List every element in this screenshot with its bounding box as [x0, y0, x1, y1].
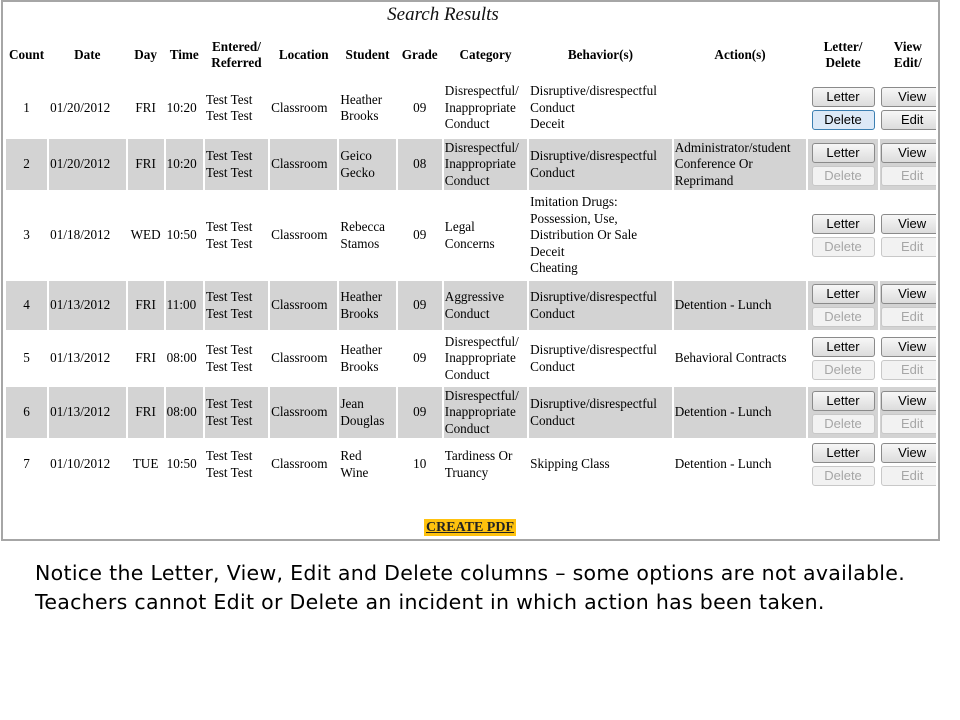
cell-line: Detention - Lunch [674, 404, 772, 420]
cell-line: Disrespectful/ [444, 333, 519, 349]
cell-entered [205, 79, 268, 137]
cell-grade: 09 [413, 227, 427, 243]
col-header-count: Count [8, 47, 45, 62]
cell-entered [205, 281, 268, 330]
cell-location: Classroom [271, 350, 328, 366]
cell-line: Test Test [205, 91, 253, 107]
cell-line: Test Test [205, 358, 253, 374]
cell-line: Conduct [444, 305, 490, 321]
cell-line: Disruptive/disrespectful [530, 83, 657, 99]
delete-button: Delete [812, 414, 875, 434]
view-button[interactable]: View [881, 214, 936, 234]
cell-actions [674, 79, 807, 137]
cell-date: 01/10/2012 [50, 456, 111, 472]
cell-date: 01/13/2012 [50, 350, 111, 366]
cell-line: Stamos [340, 235, 380, 251]
cell-category [444, 139, 527, 190]
cell-line: Possession, Use, [530, 210, 618, 226]
cell-line: Disruptive/disrespectful [530, 396, 657, 411]
cell-line: Conference Or [674, 156, 753, 172]
cell-count: 2 [6, 139, 47, 190]
cell-line: Imitation Drugs: [530, 194, 618, 210]
entered-line2: Referred [211, 55, 262, 70]
cell-student [339, 332, 395, 385]
cell-category [444, 440, 527, 489]
cell-time: 10:50 [166, 227, 197, 243]
cell-line: Conduct [530, 99, 575, 115]
cell-line: Aggressive [444, 289, 505, 304]
cell-grade: 08 [398, 139, 442, 190]
entered-line1: Entered/ [212, 39, 261, 54]
col-header-view-edit [880, 33, 936, 77]
letter-button[interactable]: Letter [812, 214, 875, 234]
cell-student [339, 440, 395, 489]
cell-letter-delete [808, 332, 877, 385]
cell-line: Disrespectful/ [444, 387, 519, 403]
cell-view-edit [880, 332, 936, 385]
cell-line: Test Test [205, 305, 253, 321]
cell-location: Classroom [271, 456, 328, 472]
caption-note: Notice the Letter, View, Edit and Delete columns – some options are not available. Teachers cannot Edit or Delete an incident in which action has been taken. [35, 561, 906, 614]
cell-view-edit [880, 79, 936, 137]
col-header-behaviors: Behavior(s) [567, 47, 634, 62]
cell-date: 01/18/2012 [50, 227, 111, 243]
edit-button: Edit [881, 360, 936, 380]
cell-date: 01/20/2012 [49, 139, 125, 190]
cell-line: Rebecca [340, 219, 386, 234]
delete-button: Delete [812, 307, 875, 327]
cell-student [339, 192, 395, 279]
cell-time: 08:00 [166, 387, 203, 438]
cell-location: Classroom [271, 227, 328, 243]
delete-button: Delete [812, 466, 875, 486]
cell-day: WED [130, 227, 161, 243]
cell-line: Concerns [444, 235, 495, 251]
cell-line: Red [340, 448, 362, 463]
cell-line: Detention - Lunch [674, 297, 772, 313]
table-row [6, 79, 936, 137]
cell-view-edit [880, 192, 936, 279]
cell-line: Deceit [530, 243, 565, 259]
cell-student [339, 281, 395, 330]
view-button[interactable]: View [881, 443, 936, 463]
col-header-letter-delete [808, 33, 877, 77]
cell-line: Gecko [340, 164, 375, 180]
letter-button[interactable]: Letter [812, 143, 875, 163]
cell-day: FRI [135, 99, 156, 115]
delete-button: Delete [812, 360, 875, 380]
cell-grade: 09 [398, 281, 442, 330]
cell-grade: 09 [413, 350, 427, 366]
cell-line: Disruptive/disrespectful [530, 289, 657, 304]
col-header-entered [205, 33, 268, 77]
cell-line: Test Test [205, 412, 253, 428]
cell-letter-delete [808, 440, 877, 489]
cell-line: Conduct [530, 305, 575, 321]
edit-button[interactable]: Edit [881, 110, 936, 130]
cell-behaviors [529, 387, 672, 438]
cell-line: Reprimand [674, 172, 734, 188]
cell-line: Test Test [205, 396, 253, 411]
letter-delete-line1: Letter/ [823, 39, 863, 54]
cell-category [444, 192, 527, 279]
edit-button: Edit [881, 166, 936, 186]
view-button[interactable]: View [881, 284, 936, 304]
cell-line: Conduct [444, 172, 490, 188]
cell-line: Detention - Lunch [674, 456, 772, 472]
cell-time: 10:20 [166, 99, 197, 115]
col-header-student: Student [345, 47, 390, 62]
cell-view-edit [880, 440, 936, 489]
cell-location: Classroom [270, 139, 337, 190]
cell-line: Inappropriate [444, 156, 516, 172]
cell-line: Heather [340, 91, 383, 107]
cell-category [444, 332, 527, 385]
cell-time: 11:00 [166, 281, 203, 330]
cell-count: 4 [6, 281, 47, 330]
cell-day: FRI [128, 281, 164, 330]
cell-line: Conduct [444, 116, 490, 132]
cell-entered [205, 139, 268, 190]
cell-letter-delete [808, 139, 877, 190]
cell-line: Test Test [205, 448, 253, 463]
cell-date: 01/13/2012 [49, 387, 125, 438]
table-row [6, 332, 936, 385]
cell-line: Wine [340, 464, 369, 480]
cell-date: 01/13/2012 [49, 281, 125, 330]
cell-line: Truancy [444, 464, 489, 480]
delete-button: Delete [812, 166, 875, 186]
table-row [6, 192, 936, 279]
letter-delete-line2: Delete [825, 55, 861, 70]
cell-actions [674, 440, 807, 489]
cell-letter-delete [808, 192, 877, 279]
cell-behaviors [529, 192, 672, 279]
edit-button: Edit [881, 237, 936, 257]
cell-behaviors [529, 79, 672, 137]
cell-day: FRI [128, 387, 164, 438]
cell-entered [205, 387, 268, 438]
col-header-location: Location [278, 47, 329, 62]
cell-line: Administrator/student [674, 139, 791, 155]
cell-line: Brooks [340, 108, 379, 123]
cell-behaviors [529, 281, 672, 330]
cell-line: Brooks [340, 358, 379, 374]
letter-button[interactable]: Letter [812, 337, 875, 357]
cell-line: Inappropriate [444, 350, 516, 366]
cell-line: Brooks [340, 305, 379, 321]
cell-line: Conduct [444, 420, 490, 436]
cell-line: Test Test [205, 148, 253, 163]
cell-count: 1 [23, 99, 30, 115]
delete-button[interactable]: Delete [812, 110, 875, 130]
cell-line: Inappropriate [444, 99, 516, 115]
table-row [6, 440, 936, 489]
cell-count: 6 [6, 387, 47, 438]
cell-line: Douglas [340, 412, 385, 428]
cell-location: Classroom [270, 281, 337, 330]
table-row [6, 387, 936, 438]
cell-grade: 09 [398, 387, 442, 438]
table-row [6, 281, 936, 330]
cell-actions [674, 332, 807, 385]
cell-date: 01/20/2012 [50, 99, 111, 115]
cell-actions [674, 192, 807, 279]
cell-category [444, 281, 527, 330]
cell-line: Geico [340, 148, 372, 163]
cell-line: Heather [340, 342, 383, 357]
cell-day: TUE [132, 456, 159, 472]
cell-count: 7 [23, 456, 30, 472]
col-header-time: Time [169, 47, 199, 62]
cell-student [339, 79, 395, 137]
header-row [6, 33, 936, 77]
cell-location: Classroom [271, 99, 328, 115]
cell-line: Conduct [530, 412, 575, 428]
cell-behaviors [529, 440, 672, 489]
view-button[interactable]: View [881, 391, 936, 411]
cell-line: Test Test [205, 235, 253, 251]
cell-line: Test Test [205, 164, 253, 180]
col-header-day: Day [134, 47, 157, 62]
letter-button[interactable]: Letter [812, 391, 875, 411]
view-button[interactable]: View [881, 87, 936, 107]
cell-entered [205, 192, 268, 279]
cell-time: 08:00 [166, 350, 197, 366]
cell-letter-delete [808, 79, 877, 137]
cell-day: FRI [128, 139, 164, 190]
cell-grade: 10 [413, 456, 427, 472]
cell-line: Heather [340, 289, 383, 304]
cell-actions [674, 387, 807, 438]
results-table [4, 31, 938, 491]
letter-button[interactable]: Letter [812, 87, 875, 107]
table-row [6, 139, 936, 190]
col-header-grade: Grade [401, 47, 438, 62]
cell-line: Conduct [444, 366, 490, 382]
cell-actions [674, 281, 807, 330]
cell-line: Legal [444, 219, 475, 234]
cell-student [339, 387, 395, 438]
cell-line: Conduct [530, 164, 575, 180]
edit-button: Edit [881, 307, 936, 327]
col-header-date: Date [74, 47, 101, 62]
cell-line: Cheating [530, 260, 578, 276]
cell-line: Behavioral Contracts [674, 350, 787, 366]
cell-line: Skipping Class [530, 456, 610, 472]
cell-view-edit [880, 387, 936, 438]
cell-line: Disruptive/disrespectful [530, 148, 657, 163]
cell-letter-delete [808, 281, 877, 330]
cell-line: Distribution Or Sale [530, 227, 638, 243]
view-button[interactable]: View [881, 337, 936, 357]
cell-category [444, 79, 527, 137]
edit-button: Edit [881, 466, 936, 486]
col-header-actions: Action(s) [714, 47, 766, 62]
cell-line: Conduct [530, 358, 575, 374]
create-pdf-button[interactable]: CREATE PDF [426, 520, 515, 535]
cell-line: Test Test [205, 108, 253, 123]
cell-view-edit [880, 139, 936, 190]
cell-student [339, 139, 395, 190]
cell-letter-delete [808, 387, 877, 438]
cell-entered [205, 332, 268, 385]
view-edit-line2: Edit/ [893, 55, 922, 70]
cell-line: Jean [340, 396, 364, 411]
cell-day: FRI [135, 350, 156, 366]
letter-button[interactable]: Letter [812, 443, 875, 463]
cell-line: Disruptive/disrespectful [530, 342, 657, 357]
delete-button: Delete [812, 237, 875, 257]
cell-entered [205, 440, 268, 489]
cell-time: 10:20 [166, 139, 203, 190]
edit-button: Edit [881, 414, 936, 434]
cell-line: Disrespectful/ [444, 83, 519, 99]
letter-button[interactable]: Letter [812, 284, 875, 304]
cell-line: Test Test [205, 464, 253, 480]
cell-count: 5 [23, 350, 30, 366]
cell-count: 3 [23, 227, 30, 243]
cell-line: Tardiness Or [444, 448, 513, 463]
cell-time: 10:50 [166, 456, 197, 472]
cell-behaviors [529, 139, 672, 190]
view-edit-line1: View [893, 39, 922, 54]
cell-line: Test Test [205, 289, 253, 304]
cell-grade: 09 [413, 99, 427, 115]
cell-line: Disrespectful/ [444, 139, 519, 155]
cell-category [444, 387, 527, 438]
cell-line: Deceit [530, 116, 565, 132]
cell-line: Test Test [205, 342, 253, 357]
cell-line: Test Test [205, 219, 253, 234]
cell-line: Inappropriate [444, 404, 516, 420]
view-button[interactable]: View [881, 143, 936, 163]
page-title: Search Results [387, 4, 499, 25]
cell-location: Classroom [270, 387, 337, 438]
cell-actions [674, 139, 807, 190]
col-header-category: Category [459, 47, 512, 62]
cell-behaviors [529, 332, 672, 385]
cell-view-edit [880, 281, 936, 330]
